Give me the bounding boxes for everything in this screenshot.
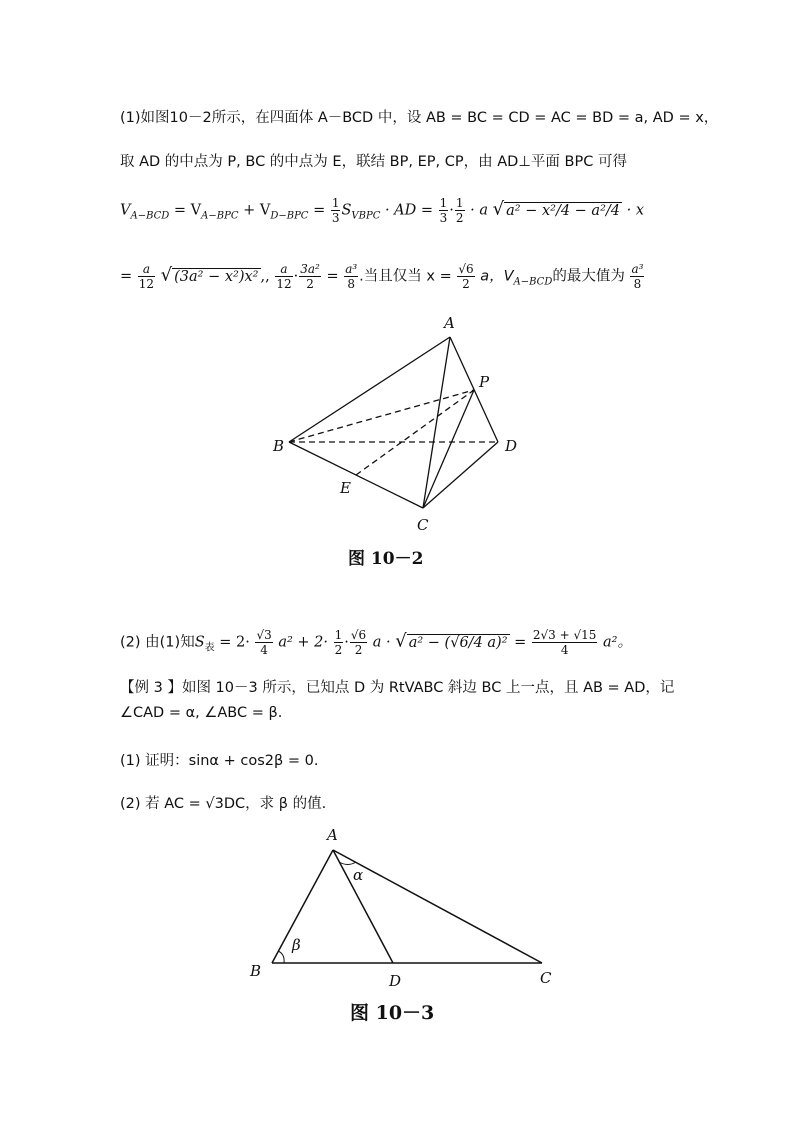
figure-caption: 图 10－2: [348, 549, 424, 569]
para1-line1: (1)如图10－2所示，在四面体 A－BCD 中，设 AB = BC = CD = AC = BD = a, AD = x，: [120, 110, 719, 126]
fraction: $\frac{1}{2}$: [455, 196, 464, 225]
example3-line2: ∠CAD = α, ∠ABC = β.: [120, 705, 283, 721]
vertex-label-A: A: [444, 314, 455, 332]
fraction: $\frac{\text{a³}}{8}$: [345, 262, 358, 291]
fraction: $\frac{a}{12}$: [276, 262, 292, 291]
vertex-label-B: B: [273, 437, 285, 455]
fraction: $\frac{\text{a³}}{8}$: [631, 262, 644, 291]
fraction: $\frac{√3}{4}$: [256, 628, 272, 657]
figure-caption: 图 10－3: [350, 1002, 435, 1024]
para2-line1: (2) 由(1)知$S_表 = 2\cdot$ $\frac{√3}{4}$ a² + 2· $\frac{1}{2}$ · $\frac{√6}{2}$ a · √ a² − (√6/4 a)² = $\frac{2√3 + √15}{4}$ a²。: [120, 628, 632, 657]
para1-line4: = $\frac{a}{12}$ √ (3a² − x²)x² ,, $\frac{a}{12}$ · $\frac{\text{3a²}}{2}$ = $\frac{\text{a³}}{8}$ .当且仅当 x = $\frac{√6}{2}$ a，$V_{A-BCD}$的最大值为 $\frac{\text{a³}}{8}$: [120, 262, 644, 291]
fraction: $\frac{1}{2}$: [334, 628, 343, 657]
vertex-label-C: C: [540, 969, 552, 987]
fraction: $\frac{√6}{2}$: [458, 262, 474, 291]
fraction: $\frac{2√3 + √15}{4}$: [532, 628, 597, 657]
fraction: $\frac{1}{3}$: [439, 196, 448, 225]
figure-tetrahedron: [260, 310, 530, 540]
fraction: $\frac{a}{12}$: [138, 262, 155, 291]
vertex-label-C: C: [417, 516, 429, 534]
example3-line1: 【例 3 】如图 10－3 所示，已知点 D 为 RtVABC 斜边 BC 上一点，且 AB = AD，记: [120, 680, 675, 696]
sqrt-expression: a² − (√6/4 a)²: [408, 634, 508, 651]
vertex-label-A: A: [327, 826, 338, 844]
fraction: $\frac{1}{3}$: [331, 196, 340, 225]
angle-label-alpha: α: [353, 866, 364, 884]
vertex-label-D: D: [505, 437, 518, 455]
vertex-label-D: D: [389, 972, 402, 990]
vertex-label-E: E: [340, 479, 351, 497]
para1-line2: 取 AD 的中点为 P, BC 的中点为 E，联结 BP, EP, CP，由 AD⊥平面 BPC 可得: [120, 154, 627, 170]
vertex-label-P: P: [479, 373, 490, 391]
vertex-label-B: B: [250, 962, 262, 980]
fraction: $\frac{\text{3a²}}{2}$: [300, 262, 320, 291]
angle-label-beta: β: [292, 936, 301, 954]
para1-line3: $V_{A-BCD} = V_{A-BPC} + V_{D-BPC}$ = $\frac{1}{3}$ $S_{VBPC}$ · AD = $\frac{1}{3}$ · $\frac{1}{2}$ · a √ a² − x²/4 − a²/4 · x: [120, 196, 645, 225]
question-1: (1) 证明：sinα + cos2β = 0.: [120, 753, 319, 769]
sqrt-expression: a² − x²/4 − a²/4: [506, 202, 620, 219]
figure-triangle: [240, 820, 570, 995]
fraction: $\frac{√6}{2}$: [350, 628, 367, 657]
sqrt-expression: (3a² − x²)x²: [174, 268, 259, 285]
question-2: (2) 若 AC = √3DC，求 β 的值.: [120, 796, 327, 812]
